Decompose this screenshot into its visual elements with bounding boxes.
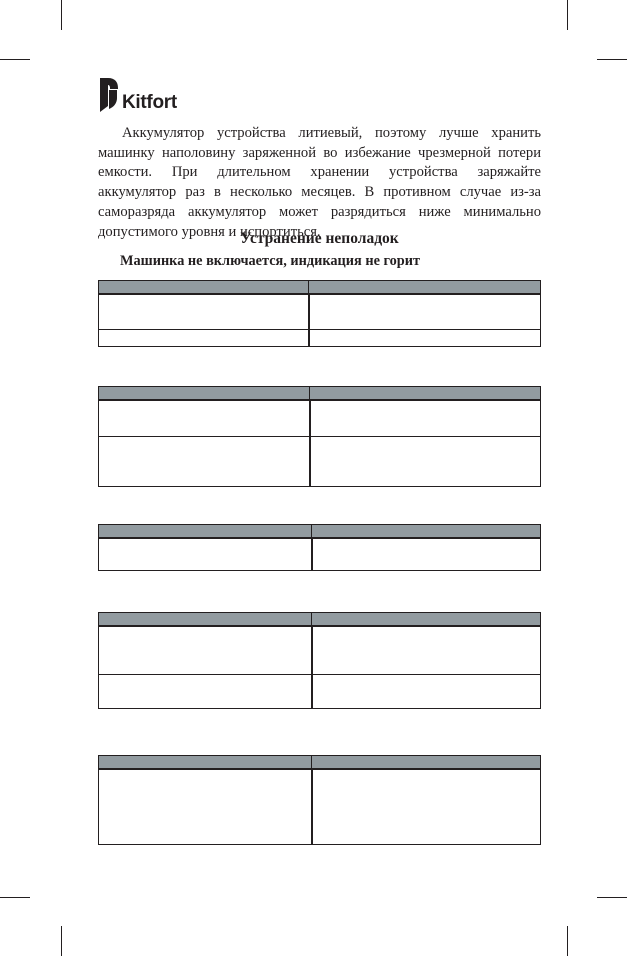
table-header-cell (99, 613, 312, 627)
table-header-cell (312, 756, 541, 770)
troubleshooting-table (98, 612, 541, 709)
table-row (99, 769, 541, 844)
table-cell (310, 436, 541, 486)
table-header-cell (312, 525, 541, 539)
brand-name: Kitfort (122, 92, 177, 113)
section-title: Устранение неполадок (240, 230, 399, 247)
crop-mark (0, 897, 30, 898)
table-header-cell (99, 525, 312, 539)
table-cell (310, 400, 541, 436)
crop-mark (61, 0, 62, 30)
table-row (99, 400, 541, 436)
table-header-row (99, 281, 541, 295)
crop-mark (567, 0, 568, 30)
table-row (99, 329, 541, 346)
table-cell (99, 674, 312, 708)
crop-mark (567, 926, 568, 956)
table-cell (99, 400, 310, 436)
table-cell (309, 294, 541, 329)
table-row (99, 674, 541, 708)
table-cell (99, 294, 309, 329)
crop-mark (597, 897, 627, 898)
table-cell (312, 538, 541, 570)
crop-mark (61, 926, 62, 956)
table-row (99, 294, 541, 329)
table-cell (312, 626, 541, 674)
table-header-cell (99, 756, 312, 770)
table-cell (99, 436, 310, 486)
table-cell (99, 626, 312, 674)
table-cell (99, 329, 309, 346)
table-cell (312, 769, 541, 844)
table-cell (312, 674, 541, 708)
crop-mark (597, 59, 627, 60)
table-header-cell (99, 387, 310, 401)
battery-storage-paragraph: Аккумулятор устройства литиевый, поэтому лучше хранить машинку наполовину заряженной во избежание чрезмерной потери емкости. При длительном хранении устройства заряжайте аккумулятор раз в несколько месяцев. В противном случае из-за саморазряда аккумулятор может разрядиться ниже минимально допустимого уровня и испортиться. (98, 125, 541, 240)
table-header-cell (312, 613, 541, 627)
table-row (99, 436, 541, 486)
troubleshooting-table (98, 280, 541, 347)
kitfort-logo-icon (98, 76, 120, 114)
table-header-cell (310, 387, 541, 401)
table-header-row (99, 387, 541, 401)
table-cell (99, 538, 312, 570)
table-header-cell (309, 281, 541, 295)
table-header-cell (99, 281, 309, 295)
table-row (99, 626, 541, 674)
table-row (99, 538, 541, 570)
troubleshooting-table (98, 755, 541, 845)
troubleshooting-table (98, 386, 541, 487)
crop-mark (0, 59, 30, 60)
table-cell (99, 769, 312, 844)
troubleshooting-table (98, 524, 541, 571)
table-cell (309, 329, 541, 346)
table-header-row (99, 613, 541, 627)
table-header-row (99, 756, 541, 770)
subsection-title: Машинка не включается, индикация не горит (120, 253, 420, 269)
table-header-row (99, 525, 541, 539)
